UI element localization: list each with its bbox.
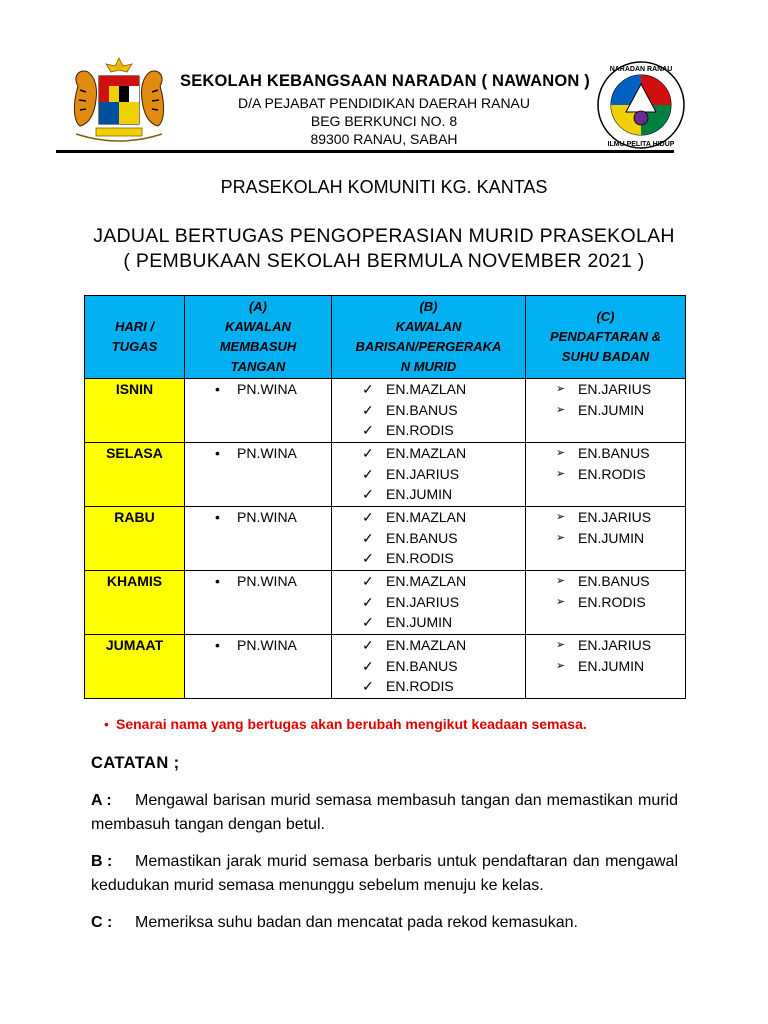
catatan-title: CATATAN ; <box>91 754 180 772</box>
staff-list <box>185 507 331 528</box>
catatan-item-a <box>91 789 678 837</box>
header-divider <box>56 150 674 153</box>
catatan-text: Memastikan jarak murid semasa berbaris untuk pendaftaran dan mengawal kedudukan murid semasa menunggu sebelum menuju ke kelas. <box>91 853 678 894</box>
duty-cell-a <box>185 635 332 699</box>
list-item <box>526 571 685 592</box>
staff-name: EN.JARIUS <box>386 593 460 610</box>
check-icon: ✓ <box>362 678 374 695</box>
duty-cell-c <box>526 443 686 507</box>
staff-name: EN.RODIS <box>386 678 454 695</box>
table-header-row <box>85 296 686 379</box>
list-item <box>526 592 685 613</box>
list-item <box>332 420 525 441</box>
school-name: SEKOLAH KEBANGSAAN NARADAN ( NAWANON ) <box>179 72 590 90</box>
note-bullet-icon: • <box>104 716 109 732</box>
badge-bottom-text: ILMU PELITA HIDUP <box>607 141 675 148</box>
staff-name: EN.RODIS <box>386 422 454 439</box>
staff-name: EN.MAZLAN <box>386 637 467 653</box>
list-item <box>332 443 525 464</box>
catatan-text: Mengawal barisan murid semasa membasuh tangan dan memastikan murid membasuh tangan dengan betul. <box>91 792 678 833</box>
staff-name: EN.MAZLAN <box>386 509 467 525</box>
staff-name: EN.MAZLAN <box>386 381 467 397</box>
staff-name: EN.JUMIN <box>578 401 645 418</box>
bullet-icon: • <box>215 509 220 525</box>
page-title-line-2: ( PEMBUKAAN SEKOLAH BERMULA NOVEMBER 2021 ) <box>123 250 645 272</box>
arrow-icon: ➢ <box>556 403 566 416</box>
header-line: KAWALAN <box>395 319 462 334</box>
catatan-label: B : <box>91 853 113 870</box>
staff-name: PN.WINA <box>237 509 297 525</box>
staff-name: EN.JARIUS <box>578 381 652 397</box>
header-line: (A) <box>248 299 268 314</box>
check-icon: ✓ <box>362 509 374 525</box>
day-cell: RABU <box>85 507 185 571</box>
arrow-icon: ➢ <box>556 531 566 544</box>
list-item <box>332 528 525 549</box>
header-line: TANGAN <box>230 359 286 374</box>
header-line: PENDAFTARAN & <box>550 329 661 344</box>
staff-name: PN.WINA <box>237 445 297 461</box>
check-icon: ✓ <box>362 381 374 397</box>
check-icon: ✓ <box>362 486 374 503</box>
address-line-1: D/A PEJABAT PENDIDIKAN DAERAH RANAU <box>238 95 530 111</box>
staff-list <box>332 635 525 697</box>
list-item <box>185 507 331 528</box>
list-item <box>332 635 525 656</box>
staff-list <box>526 443 685 484</box>
staff-name: EN.BANUS <box>386 529 458 546</box>
staff-name: EN.RODIS <box>578 465 646 482</box>
table-row <box>85 635 686 699</box>
header-line: BARISAN/PERGERAKA <box>355 339 502 354</box>
staff-name: PN.WINA <box>237 637 297 653</box>
staff-list <box>185 379 331 400</box>
list-item <box>332 379 525 400</box>
list-item <box>332 676 525 697</box>
staff-name: EN.JUMIN <box>386 614 453 631</box>
header-a <box>185 296 332 379</box>
arrow-icon: ➢ <box>556 467 566 480</box>
note-text: Senarai nama yang bertugas akan berubah mengikut keadaan semasa. <box>116 716 587 732</box>
arrow-icon: ➢ <box>556 511 566 523</box>
badge-top-text: NARADAN RANAU <box>609 66 673 73</box>
duty-cell-b <box>332 571 526 635</box>
staff-list <box>185 635 331 656</box>
duty-cell-a <box>185 443 332 507</box>
catatan-item-c <box>91 911 678 935</box>
staff-name: PN.WINA <box>237 381 297 397</box>
staff-name: PN.WINA <box>237 573 297 589</box>
duty-cell-a <box>185 379 332 443</box>
bullet-icon: • <box>215 573 220 589</box>
list-item <box>526 464 685 485</box>
arrow-icon: ➢ <box>556 447 566 459</box>
list-item <box>526 528 685 549</box>
arrow-icon: ➢ <box>556 595 566 608</box>
header-line: SUHU BADAN <box>561 349 650 364</box>
bullet-icon: • <box>215 381 220 397</box>
address-line-3: 89300 RANAU, SABAH <box>310 131 458 147</box>
staff-name: EN.BANUS <box>578 573 650 589</box>
duty-table <box>84 295 686 699</box>
staff-list <box>332 379 525 441</box>
catatan-label: C : <box>91 914 113 931</box>
list-item <box>526 507 685 528</box>
staff-name: EN.JARIUS <box>386 465 460 482</box>
day-cell: KHAMIS <box>85 571 185 635</box>
duty-cell-a <box>185 571 332 635</box>
catatan-text: Memeriksa suhu badan dan mencatat pada rekod kemasukan. <box>135 914 578 931</box>
staff-list <box>526 379 685 420</box>
staff-list <box>185 571 331 592</box>
list-item <box>332 548 525 569</box>
staff-name: EN.RODIS <box>386 550 454 567</box>
header-b <box>332 296 526 379</box>
staff-name: EN.MAZLAN <box>386 573 467 589</box>
check-icon: ✓ <box>362 614 374 631</box>
arrow-icon: ➢ <box>556 659 566 672</box>
list-item <box>332 612 525 633</box>
list-item <box>332 400 525 421</box>
staff-list <box>526 635 685 676</box>
header-line: HARI / <box>115 319 154 334</box>
duty-cell-b <box>332 379 526 443</box>
address-line-2: BEG BERKUNCI NO. 8 <box>310 113 458 129</box>
check-icon: ✓ <box>362 593 374 610</box>
day-cell: SELASA <box>85 443 185 507</box>
day-cell: ISNIN <box>85 379 185 443</box>
check-icon: ✓ <box>362 657 374 674</box>
list-item <box>332 507 525 528</box>
list-item <box>332 484 525 505</box>
check-icon: ✓ <box>362 445 374 461</box>
check-icon: ✓ <box>362 573 374 589</box>
list-item <box>185 379 331 400</box>
duty-cell-c <box>526 379 686 443</box>
list-item <box>332 571 525 592</box>
staff-list <box>526 571 685 612</box>
duty-cell-a <box>185 507 332 571</box>
staff-name: EN.JARIUS <box>578 637 652 653</box>
arrow-icon: ➢ <box>556 575 566 587</box>
header-line: (C) <box>596 309 615 324</box>
header-line: KAWALAN <box>225 319 291 334</box>
staff-name: EN.RODIS <box>578 593 646 610</box>
header-line: N MURID <box>400 359 457 374</box>
list-item <box>332 656 525 677</box>
header-line: (B) <box>419 299 438 314</box>
coat-of-arms-logo <box>66 56 172 146</box>
catatan-item-b <box>91 850 678 898</box>
check-icon: ✓ <box>362 422 374 439</box>
staff-name: EN.JARIUS <box>578 509 652 525</box>
page-title-line-1: JADUAL BERTUGAS PENGOPERASIAN MURID PRASEKOLAH <box>93 225 675 247</box>
list-item <box>526 635 685 656</box>
duty-cell-b <box>332 507 526 571</box>
list-item <box>185 635 331 656</box>
list-item <box>526 400 685 421</box>
staff-name: EN.BANUS <box>386 401 458 418</box>
table-row <box>85 379 686 443</box>
list-item <box>526 656 685 677</box>
table-row <box>85 443 686 507</box>
arrow-icon: ➢ <box>556 383 566 395</box>
duty-cell-b <box>332 635 526 699</box>
staff-name: EN.JUMIN <box>578 657 645 674</box>
duty-cell-c <box>526 571 686 635</box>
header-line: MEMBASUH <box>219 339 297 354</box>
staff-list <box>526 507 685 548</box>
table-row <box>85 571 686 635</box>
check-icon: ✓ <box>362 465 374 482</box>
header-line: TUGAS <box>111 339 158 354</box>
header-c <box>526 296 686 379</box>
staff-list <box>185 443 331 464</box>
staff-list <box>332 571 525 633</box>
page-subtitle: PRASEKOLAH KOMUNITI KG. KANTAS <box>220 177 548 197</box>
catatan-label: A : <box>91 792 112 809</box>
duty-cell-c <box>526 635 686 699</box>
check-icon: ✓ <box>362 637 374 653</box>
check-icon: ✓ <box>362 529 374 546</box>
staff-list <box>332 443 525 505</box>
duty-cell-b <box>332 443 526 507</box>
list-item <box>185 571 331 592</box>
staff-name: EN.JUMIN <box>578 529 645 546</box>
list-item <box>526 443 685 464</box>
staff-list <box>332 507 525 569</box>
check-icon: ✓ <box>362 550 374 567</box>
day-cell: JUMAAT <box>85 635 185 699</box>
bullet-icon: • <box>215 445 220 461</box>
table-row <box>85 507 686 571</box>
staff-name: EN.BANUS <box>578 445 650 461</box>
header-day <box>85 296 185 379</box>
bullet-icon: • <box>215 637 220 653</box>
duty-cell-c <box>526 507 686 571</box>
list-item <box>332 464 525 485</box>
staff-name: EN.BANUS <box>386 657 458 674</box>
list-item <box>526 379 685 400</box>
arrow-icon: ➢ <box>556 639 566 651</box>
list-item <box>332 592 525 613</box>
staff-name: EN.MAZLAN <box>386 445 467 461</box>
staff-name: EN.JUMIN <box>386 486 453 503</box>
check-icon: ✓ <box>362 401 374 418</box>
list-item <box>185 443 331 464</box>
